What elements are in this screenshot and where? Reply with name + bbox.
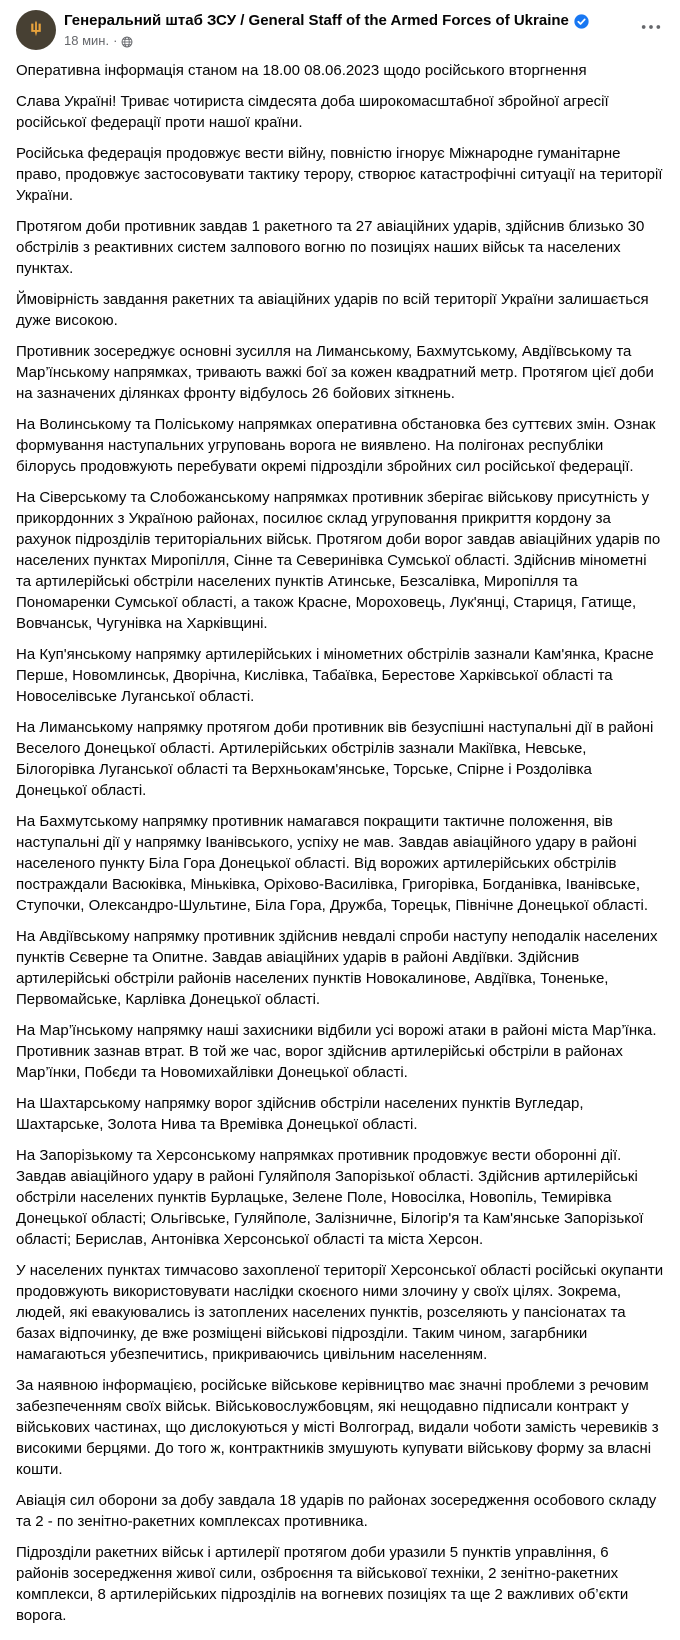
- timestamp-row: [64, 33, 664, 49]
- post-paragraph: На Куп'янському напрямку артилерійських і мінометних обстрілів зазнали Кам'янка, Красне Перше, Новомлинськ, Дворічна, Кислівка, Табаївка, Берестове Харківської області та Новоселівське Луганської області.: [16, 646, 654, 705]
- post-paragraph: На Авдіївському напрямку противник здійснив невдалі спроби наступу неподалік населених пунктів Сєверне та Опитне. Завдав авіаційних ударів в районі Авдіївки. Здійснив артилерійські обстріли районів населених пунктів Новокалинове, Авдіївка, Тоненьке, Первомайське, Карлівка Донецької області.: [16, 928, 658, 1008]
- author-name[interactable]: Генеральний штаб ЗСУ / General Staff of the Armed Forces of Ukraine: [64, 12, 569, 29]
- post-paragraph: На Волинському та Поліському напрямках оперативна обстановка без суттєвих змін. Ознак формування наступальних угруповань ворога не виявлено. На полігонах республіки білорусь продовжують перебувати окремі підрозділи збройних сил російської федерації.: [16, 416, 656, 475]
- post-paragraph: Противник зосереджує основні зусилля на Лиманському, Бахмутському, Авдіївському та Мар’їнському напрямках, тривають важкі бої за кожен квадратний метр. Протягом цієї доби на зазначених ділянках фронту відбулось 26 бойових зіткнень.: [16, 343, 654, 402]
- post-paragraph: На Бахмутському напрямку противник намагався покращити тактичне положення, вів наступальні дії у напрямку Іванівського, успіху не мав. Завдав авіаційного удару в районі населеного пункту Біла Гора Донецької області. Від ворожих артилерійських обстрілів постраждали Васюківка, Міньківка, Оріхово-Василівка, Григорівка, Богданівка, Іванівське, Ступочки, Олександро-Шультине, Біла Гора, Дружба, Торецьк, Північне Донецької області.: [16, 813, 649, 914]
- post-paragraph: На Сіверському та Слобожанському напрямках противник зберігає військову присутність у прикордонних з Україною районах, посилює склад угруповання прикриття кордону за рахунок підрозділів територіальних військ. Протягом доби ворог завдав авіаційних ударів по населених пунктах Миропілля, Сінне та Северинівка Сумської області. Здійснив мінометні та артилерійські обстріли населених пунктів Атинське, Безсалівка, Миропілля та Пономаренки Сумської області, а також Красне, Мороховець, Лук'янці, Стариця, Гатище, Вовчанськ, Чугунівка на Харківщині.: [16, 489, 661, 632]
- post-paragraph: Авіація сил оборони за добу завдала 18 ударів по районах зосередження особового складу та 2 - по зенітно-ракетних комплексах противника.: [16, 1492, 657, 1530]
- ellipsis-icon: [640, 20, 662, 35]
- post-header-meta: [64, 10, 664, 49]
- timestamp-separator: ·: [113, 33, 118, 48]
- avatar[interactable]: [16, 10, 56, 50]
- post-timestamp[interactable]: 18 мин.: [64, 33, 110, 48]
- post-paragraph: Ймовірність завдання ракетних та авіаційних ударів по всій території України залишається дуже високою.: [16, 291, 649, 329]
- post-text: [0, 52, 680, 1640]
- post-header: [0, 0, 680, 52]
- post-paragraph: Оперативна інформація станом на 18.00 08.06.2023 щодо російського вторгнення: [16, 62, 587, 79]
- post-paragraph: Російська федерація продовжує вести війну, повністю ігнорує Міжнародне гуманітарне право, продовжує застосовувати тактику терору, створює катастрофічні ситуації на території України.: [16, 145, 663, 204]
- post-paragraph: На Шахтарському напрямку ворог здійснив обстріли населених пунктів Вугледар, Шахтарське, Золота Нива та Времівка Донецької області.: [16, 1095, 584, 1133]
- ukraine-trident-icon: [25, 19, 47, 41]
- post-paragraph: За наявною інформацією, російське військове керівництво має значні проблеми з речовим забезпеченням своїх військ. Військовослужбовцям, які нещодавно підписали контракт у військових частинах, що дислокуються у місті Волгоград, видали чоботи замість черевиків з високими берцями. До того ж, контрактників змушують купувати військову форму за власні кошти.: [16, 1377, 659, 1478]
- post-paragraph: Підрозділи ракетних військ і артилерії протягом доби уразили 5 пунктів управління, 6 районів зосередження живої сили, озброєння та військової техніки, 2 зенітно-ракетних комплекси, 8 артилерійських підрозділів на вогневих позиціях та ще 2 важливих об’єкти ворога.: [16, 1544, 629, 1624]
- post-paragraph: Слава Україні! Триває чотириста сімдесята доба широкомасштабної збройної агресії російської федерації проти нашої країни.: [16, 93, 609, 131]
- post-paragraph: У населених пунктах тимчасово захопленої території Херсонської області російські окупанти продовжують використовувати наслідки скоєного ними злочину у своїх цілях. Зокрема, людей, які евакуювались із затоплених населених пунктів, розселяють у пансіонатах та базах відпочинку, де вже розміщені військові підрозділи. Таким чином, загарбники намагаються убезпечитись, прикриваючись цивільним населенням.: [16, 1262, 664, 1363]
- post-paragraph: Протягом доби противник завдав 1 ракетного та 27 авіаційних ударів, здійснив близько 30 обстрілів з реактивних систем залпового вогню по позиціях наших військ та населених пунктах.: [16, 218, 645, 277]
- more-options-button[interactable]: [638, 18, 664, 36]
- post-paragraph: На Мар’їнському напрямку наші захисники відбили усі ворожі атаки в районі міста Мар’їнка. Противник зазнав втрат. В той же час, ворог здійснив артилерійські обстріли в районах Мар’їнки, Побєди та Новомихайлівки Донецької області.: [16, 1022, 657, 1081]
- post-paragraph: На Лиманському напрямку протягом доби противник вів безуспішні наступальні дії в районі Веселого Донецької області. Артилерійських обстрілів зазнали Макіївка, Невське, Білогорівка Луганської області та Верхньокам'янське, Торське, Спірне і Роздолівка Донецької області.: [16, 719, 654, 799]
- post-paragraph: На Запорізькому та Херсонському напрямках противник продовжує вести оборонні дії. Завдав авіаційного удару в районі Гуляйполя Запорізької області. Здійснив артилерійські обстріли населених пунктів Бурлацьке, Зелене Поле, Новосілка, Новопіль, Темирівка Донецької області; Ольгівське, Гуляйполе, Залізничне, Білогір'я та Кам'янське Запорізької області; Берислав, Антонівка Херсонської області та міста Херсон.: [16, 1147, 644, 1248]
- author-row: [64, 11, 664, 30]
- verified-badge-icon: [574, 14, 589, 29]
- globe-public-icon: [121, 36, 133, 48]
